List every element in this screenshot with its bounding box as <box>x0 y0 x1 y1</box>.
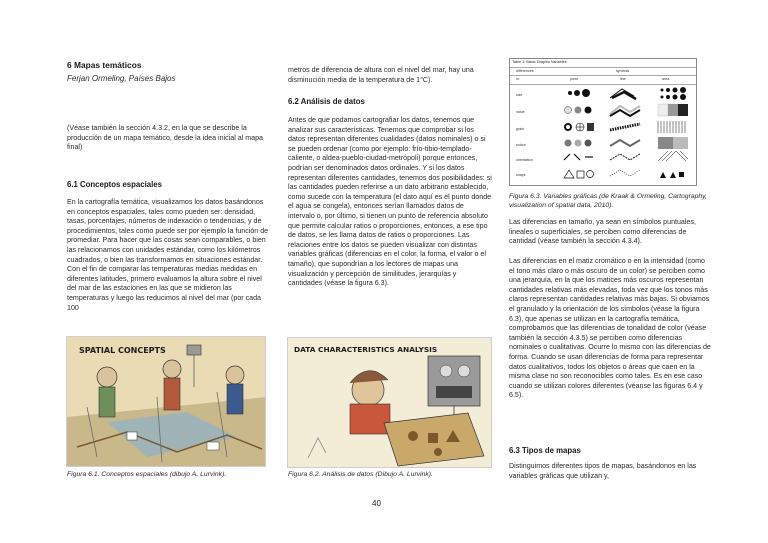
table-rule <box>510 67 696 68</box>
table-header-symbols: symbols <box>616 69 630 73</box>
table-rule <box>510 84 696 85</box>
page-number: 40 <box>372 499 381 508</box>
section-6-1-heading: 6.1 Conceptos espaciales <box>67 180 162 189</box>
table-header-in: in: <box>516 77 520 81</box>
right-paragraph-2 <box>509 257 711 401</box>
section-6-3-heading: 6.3 Tipos de mapas <box>509 446 581 455</box>
graphic-variables-table <box>509 58 697 186</box>
figure-6-1-label: SPATIAL CONCEPTS <box>79 346 166 355</box>
table-header-point: point <box>570 77 578 81</box>
figure-6-2-caption: Figura 6.2. Análisis de datos (Dibujo A. Lurvink). <box>288 471 433 478</box>
graphic-variables-symbols <box>550 86 696 186</box>
section-6-1-text: En la cartografía temática, visualizamos los datos basándonos en conceptos espaciales, tales como pueden ser: densidad, tasas, porcentajes, números de indexación o tendencias, y de procedimientos, tales como puede ser por ejemplo la función de promediar. Para hacer que las cosas sean comparables, o bien las relacionamos con unidades estándar, como los kilómetros cuadrados, o bien las transformamos en situaciones estándar. Con el fin de comparar las temperaturas medias medidas en diferentes latitudes, primero evaluamos la altura sobre el nivel del mar de las estaciones en las que se midieron las temperaturas y luego las reducimos al nivel del mar (por cada 100 <box>67 198 269 312</box>
table-title: Table 1: Basic Graphic Variables <box>512 60 567 64</box>
table-row-shape: shape <box>516 173 526 177</box>
table-row-size: size <box>516 93 523 97</box>
data-analysis-drawing <box>288 338 492 468</box>
table-header-area: area <box>662 77 670 81</box>
figure-6-2-label: DATA CHARACTERISTICS ANALYSIS <box>294 345 438 354</box>
right-paragraph-3-text: Distinguimos diferentes tipos de mapas, basándonos en las variables gráficas que utilizan y, <box>509 462 697 480</box>
figure-6-1-illustration <box>66 336 266 467</box>
table-header-line: line <box>620 77 626 81</box>
right-paragraph-2-text: Las diferencias en el matiz cromático o en la intensidad (como el tono más claro o más oscuro de un color) se perciben como una jerarquía, en la que los matices más oscuros representan cantidades relativas más elevadas, toda vez que los tonos más claros representan cantidades relativas más bajas. Si obviamos el granulado y la orientación de los símbolos (véase la figura 6.3), que apenas se utilizan en la cartografía temática, comprobamos que las diferencias de tonalidad de color (véase también la sección 4.3.5) se perciben como diferencias nominales o cualitativas. Ocurre lo mismo con las diferencias de forma. Cuando se usan diferencias de forma para representar datos cualitativos, todos los objetos o áreas que caen en la misma clase no son reconocibles como tales. Es en ese caso cuando se utilizan colores diferentes (véanse las figuras 6.4 y 6.5). <box>509 257 711 400</box>
chapter-title: 6 Mapas temáticos <box>67 60 142 70</box>
table-row-orientation: orientation <box>516 158 533 162</box>
continuation-text <box>288 66 490 85</box>
figure-6-3-caption: Figura 6.3. Variables gráficas (de Kraak & Ormeling, Cartography, visualization of spatial data, 2010). <box>509 193 707 209</box>
table-rule <box>510 75 696 76</box>
table-header-differences: differences <box>516 69 534 73</box>
table-row-value: value <box>516 110 525 114</box>
table-row-colour: colour <box>516 143 526 147</box>
figure-6-1-caption: Figura 6.1. Conceptos espaciales (dibujo A. Lurvink). <box>67 471 227 478</box>
intro-note <box>67 124 267 153</box>
section-6-2-body <box>288 116 492 289</box>
right-paragraph-3 <box>509 462 711 481</box>
chapter-authors: Ferjan Ormeling, Países Bajos <box>67 74 176 83</box>
section-6-2-heading: 6.2 Análisis de datos <box>288 97 365 106</box>
spatial-concepts-drawing <box>67 337 266 467</box>
table-row-grain: grain <box>516 127 524 131</box>
continuation-paragraph: metros de diferencia de altura con el nivel del mar, hay una disminución media de la temperatura de 1°C). <box>288 66 474 84</box>
figure-6-2-illustration <box>287 337 492 468</box>
right-paragraph-1-text: Las diferencias en tamaño, ya sean en símbolos puntuales, lineales o superficiales, se perciben como diferencias de cantidad (véase también la sección 4.3.4). <box>509 218 696 246</box>
section-6-2-text: Antes de que podamos cartografiar los datos, tenemos que analizar sus características. Tenemos que comprobar si los datos representan diferentes cualidades (datos nominales) o si se pueden ordenar (como por ejemplo: frío-tibio-templado-caliente, o aldea-pueblo-ciudad-metrópoli) porque entonces, podrían ser denominados datos ordinales. Y si los datos representan diferentes cantidades, tenemos dos posibilidades: si las cantidades pueden referirse a un dato arbitrario establecido, como sucede con la temperatura (el dato aquí es el punto donde el agua se congela), entonces serían llamados datos de intervalo o, por último, si tienen un punto de referencia absoluto que permite calcular ratios o proporciones, entonces, a ese tipo de datos, se les llama datos de ratios o proporciones. Las relaciones entre los datos se pueden visualizar con distintas variables gráficas (diferencias en el color, la forma, el valor o el tamaño), que supondrían a los lectores de mapas una visualización y percepción de similitudes, jerarquías y cantidades (véase la figura 6.3). <box>288 116 492 288</box>
right-paragraph-1 <box>509 218 711 247</box>
section-6-1-body <box>67 198 273 313</box>
intro-note-text: (Véase también la sección 4.3.2, en la que se describe la producción de un mapa temático, desde la idea inicial al mapa final) <box>67 124 263 152</box>
